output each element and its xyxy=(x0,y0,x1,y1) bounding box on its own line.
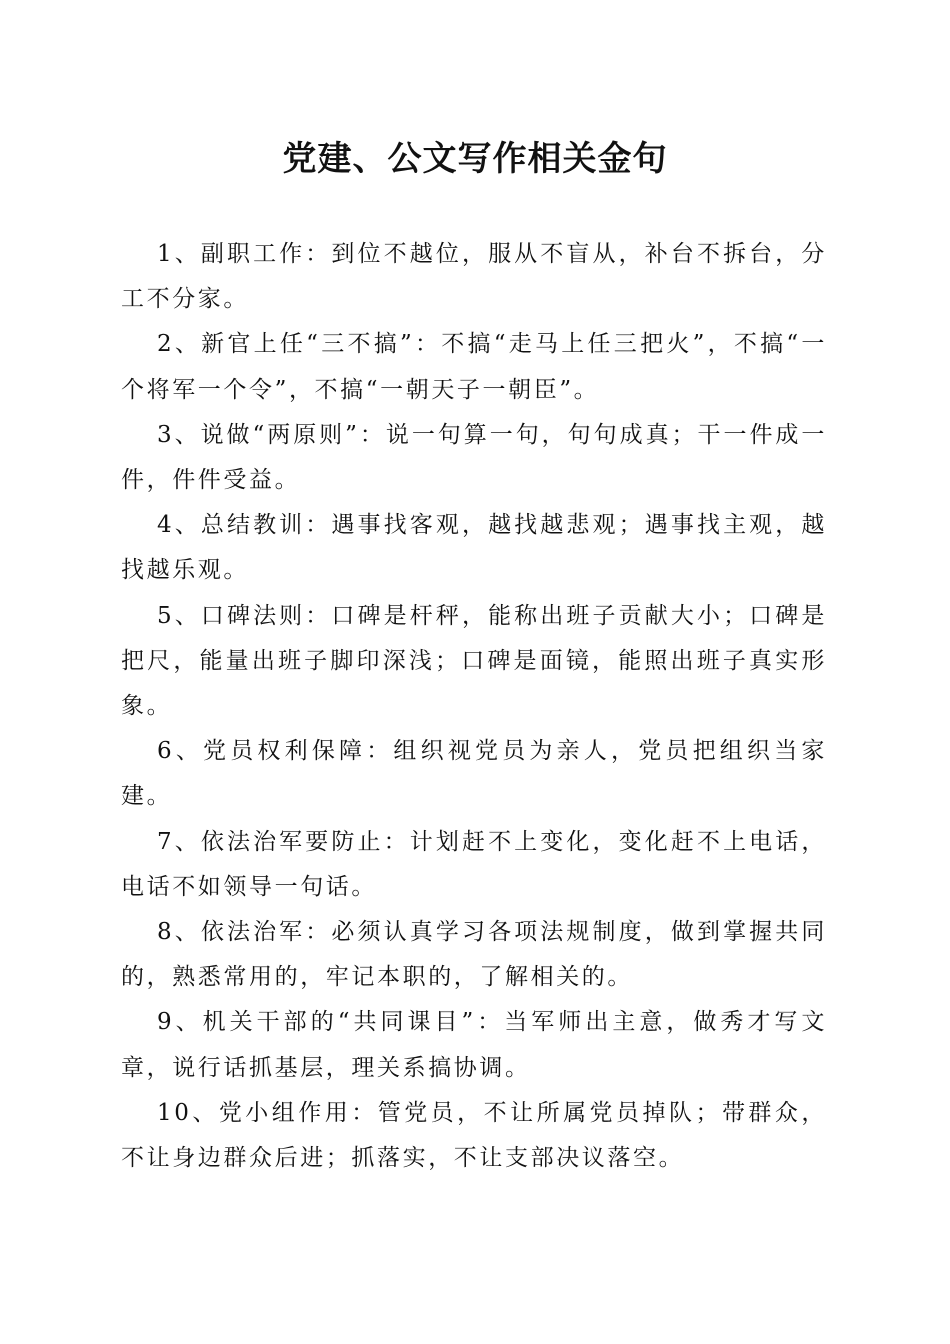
paragraph-8: 8、依法治军：必须认真学习各项法规制度，做到掌握共同的，熟悉常用的，牢记本职的，了解相关的。 xyxy=(121,919,827,991)
document-body xyxy=(121,232,827,1181)
page-title: 党建、公文写作相关金句 xyxy=(282,139,668,179)
paragraph-4: 4、总结教训：遇事找客观，越找越悲观；遇事找主观，越找越乐观。 xyxy=(121,512,827,584)
paragraph-5: 5、口碑法则：口碑是杆秤，能称出班子贡献大小；口碑是把尺，能量出班子脚印深浅；口碑是面镜，能照出班子真实形象。 xyxy=(121,602,827,720)
paragraph-10: 10、党小组作用：管党员，不让所属党员掉队；带群众，不让身边群众后进；抓落实，不让支部决议落空。 xyxy=(121,1099,827,1172)
paragraph-2: 2、新官上任“三不搞”：不搞“走马上任三把火”，不搞“一个将军一个令”，不搞“一朝天子一朝臣”。 xyxy=(121,331,827,403)
paragraph-1: 1、副职工作：到位不越位，服从不盲从，补台不拆台，分工不分家。 xyxy=(121,241,827,313)
paragraph-7: 7、依法治军要防止：计划赶不上变化，变化赶不上电话，电话不如领导一句话。 xyxy=(121,828,827,900)
paragraph-6: 6、党员权利保障：组织视党员为亲人，党员把组织当家建。 xyxy=(121,738,827,810)
paragraph-3: 3、说做“两原则”：说一句算一句，句句成真；干一件成一件，件件受益。 xyxy=(121,421,827,494)
paragraph-9: 9、机关干部的“共同课目”：当军师出主意，做秀才写文章，说行话抓基层，理关系搞协调。 xyxy=(121,1009,827,1081)
